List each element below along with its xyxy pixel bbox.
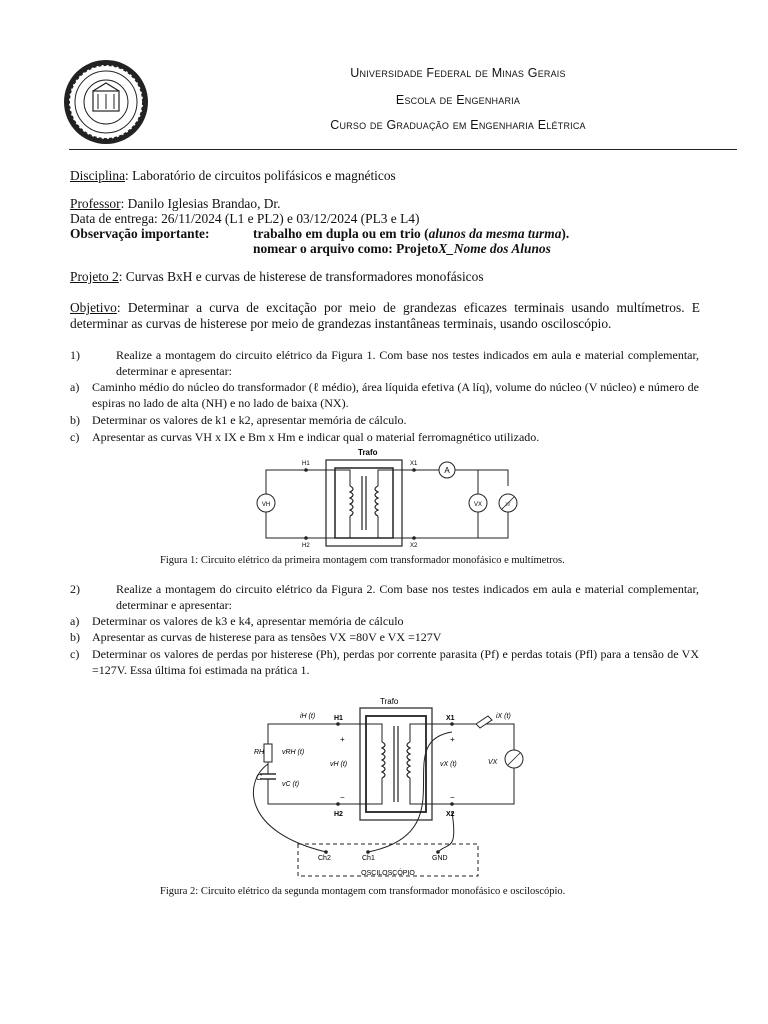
disciplina-label: Disciplina <box>70 168 126 183</box>
fig2-vrh: vRH (t) <box>282 749 305 756</box>
fig2-resistor-rh <box>264 744 272 762</box>
section-1-item-c: Apresentar as curvas VH x IX e Bm x Hm e indicar qual o material ferromagnético utilizado. <box>92 430 540 444</box>
fig2-vh: vH (t) <box>330 761 348 768</box>
fig2-primary-coil <box>382 742 385 778</box>
observation-label: Observação importante: <box>70 226 210 241</box>
figure-1-caption: Figura 1: Circuito elétrico da primeira montagem com transformador monofásico e multímetros. <box>160 555 565 566</box>
fig2-minus-h: − <box>340 793 345 802</box>
professor-label: Professor <box>70 196 121 211</box>
fig1-h1: H1 <box>302 461 310 467</box>
section-2-item-b: Apresentar as curvas de histerese para as tensões VX =80V e VX =127V <box>92 630 442 644</box>
school-name: Escola de Engenharia <box>395 93 521 107</box>
project-title-text: : Curvas BxH e curvas de histerese de transformadores monofásicos <box>118 269 484 284</box>
section-2-item-a: Determinar os valores de k3 e k4, apresentar memória de cálculo <box>92 614 404 628</box>
delivery-date: Data de entrega: 26/11/2024 (L1 e PL2) e 03/12/2024 (PL3 e L4) <box>70 211 420 226</box>
section-2-intro: Realize a montagem do circuito elétrico da Figura 2. Com base nos testes indicados em aula e material complementar, determinar e apresentar: <box>116 582 699 612</box>
fig2-h2: H2 <box>334 811 343 818</box>
figure-1-circuit <box>250 446 530 550</box>
section-2-item-c: Determinar os valores de perdas por histerese (Ph), perdas por corrente parasita (Pf) e perdas totais (Pfl) para a tensão de VX =127V. Essa última foi estimada na prática 1. <box>92 647 699 677</box>
observation-text-1: trabalho em dupla ou em trio (alunos da mesma turma). <box>253 226 570 241</box>
fig2-vx-meter: VX <box>488 759 498 766</box>
disciplina-line <box>70 168 700 184</box>
fig1-secondary-coil <box>375 486 378 516</box>
section-2-item-a-letter: a) <box>70 614 80 628</box>
fig2-ch1: Ch1 <box>362 855 375 862</box>
fig1-wattmeter-label: W <box>505 502 511 508</box>
fig2-osc-label: OSCILOSCÓPIO <box>361 870 415 877</box>
professor-value: : Danilo Iglesias Brandao, Dr. <box>120 196 281 211</box>
fig1-x2: X2 <box>410 543 418 549</box>
fig1-trafo-label: Trafo <box>358 448 378 457</box>
project-label: Projeto 2 <box>70 269 119 284</box>
fig2-probe-ch2 <box>253 764 326 852</box>
section-1-number: 1) <box>70 348 80 362</box>
section-1-item-b-letter: b) <box>70 413 80 427</box>
fig1-core <box>335 468 393 538</box>
observation-line-1 <box>70 226 700 242</box>
section-1-item-a-letter: a) <box>70 380 80 394</box>
figure-2-circuit <box>238 692 538 880</box>
section-2-number: 2) <box>70 582 80 596</box>
fig1-primary-coil <box>350 486 353 516</box>
university-seal-logo <box>62 58 150 146</box>
fig2-c: C <box>256 773 262 782</box>
objective-text: : Determinar a curva de excitação por meio de grandezas eficazes terminais usando multímetros. E determinar as curvas de histerese por meio de grandezas instantâneas terminais, usando osciloscópio. <box>70 300 700 331</box>
fig2-gnd: GND <box>432 855 448 862</box>
section-1-intro: Realize a montagem do circuito elétrico da Figura 1. Com base nos testes indicados em aula e material complementar, determinar e apresentar: <box>116 348 699 378</box>
fig1-h2: H2 <box>302 543 310 549</box>
fig2-rh: RH <box>254 749 265 756</box>
fig2-vx: vX (t) <box>440 761 457 768</box>
project-title <box>70 269 700 285</box>
fig1-trafo-box <box>326 460 402 546</box>
fig2-ch2: Ch2 <box>318 855 331 862</box>
observation-text-2: nomear o arquivo como: ProjetoX_Nome dos Alunos <box>253 241 551 256</box>
fig2-core <box>366 716 426 812</box>
fig1-x1: X1 <box>410 461 418 467</box>
university-name: Universidade Federal de Minas Gerais <box>350 66 566 80</box>
fig1-ammeter-label: A <box>444 466 450 475</box>
fig1-vx-label: VX <box>473 502 483 508</box>
fig2-trafo-label: Trafo <box>380 697 399 706</box>
fig2-x1: X1 <box>446 715 455 722</box>
section-1-item-b: Determinar os valores de k1 e k2, apresentar memória de cálculo. <box>92 413 407 427</box>
disciplina-value: : Laboratório de circuitos polifásicos e magnéticos <box>125 168 396 183</box>
section-2-item-b-letter: b) <box>70 630 80 644</box>
fig2-plus-h: + <box>340 735 345 744</box>
fig2-ix: iX (t) <box>496 713 511 720</box>
header-divider <box>69 149 737 150</box>
fig2-plus-x: + <box>450 735 455 744</box>
fig2-trafo-box <box>360 708 432 820</box>
fig2-vc: vC (t) <box>282 781 300 788</box>
fig1-vh-label: VH <box>261 502 271 508</box>
course-name: Curso de Graduação em Engenharia Elétrica <box>330 118 586 132</box>
section-1-item-a: Caminho médio do núcleo do transformador (ℓ médio), área líquida efetiva (A líq), volume do núcleo (V núcleo) e número de espiras no lado de alta (NH) e no lado de baixa (NX). <box>92 380 699 410</box>
figure-2-caption: Figura 2: Circuito elétrico da segunda montagem com transformador monofásico e osciloscópio. <box>160 886 566 897</box>
fig2-h1: H1 <box>334 715 343 722</box>
fig2-secondary-coil <box>407 742 410 778</box>
fig2-current-probe <box>476 716 492 728</box>
objective-label: Objetivo <box>70 300 117 315</box>
fig2-probe-gnd <box>438 812 454 852</box>
fig2-x2: X2 <box>446 811 455 818</box>
section-1-item-c-letter: c) <box>70 430 80 444</box>
objective-paragraph <box>70 300 700 332</box>
section-2-item-c-letter: c) <box>70 647 80 661</box>
fig2-minus-x: − <box>450 793 455 802</box>
fig2-ih: iH (t) <box>300 713 316 720</box>
professor-line <box>70 196 700 212</box>
